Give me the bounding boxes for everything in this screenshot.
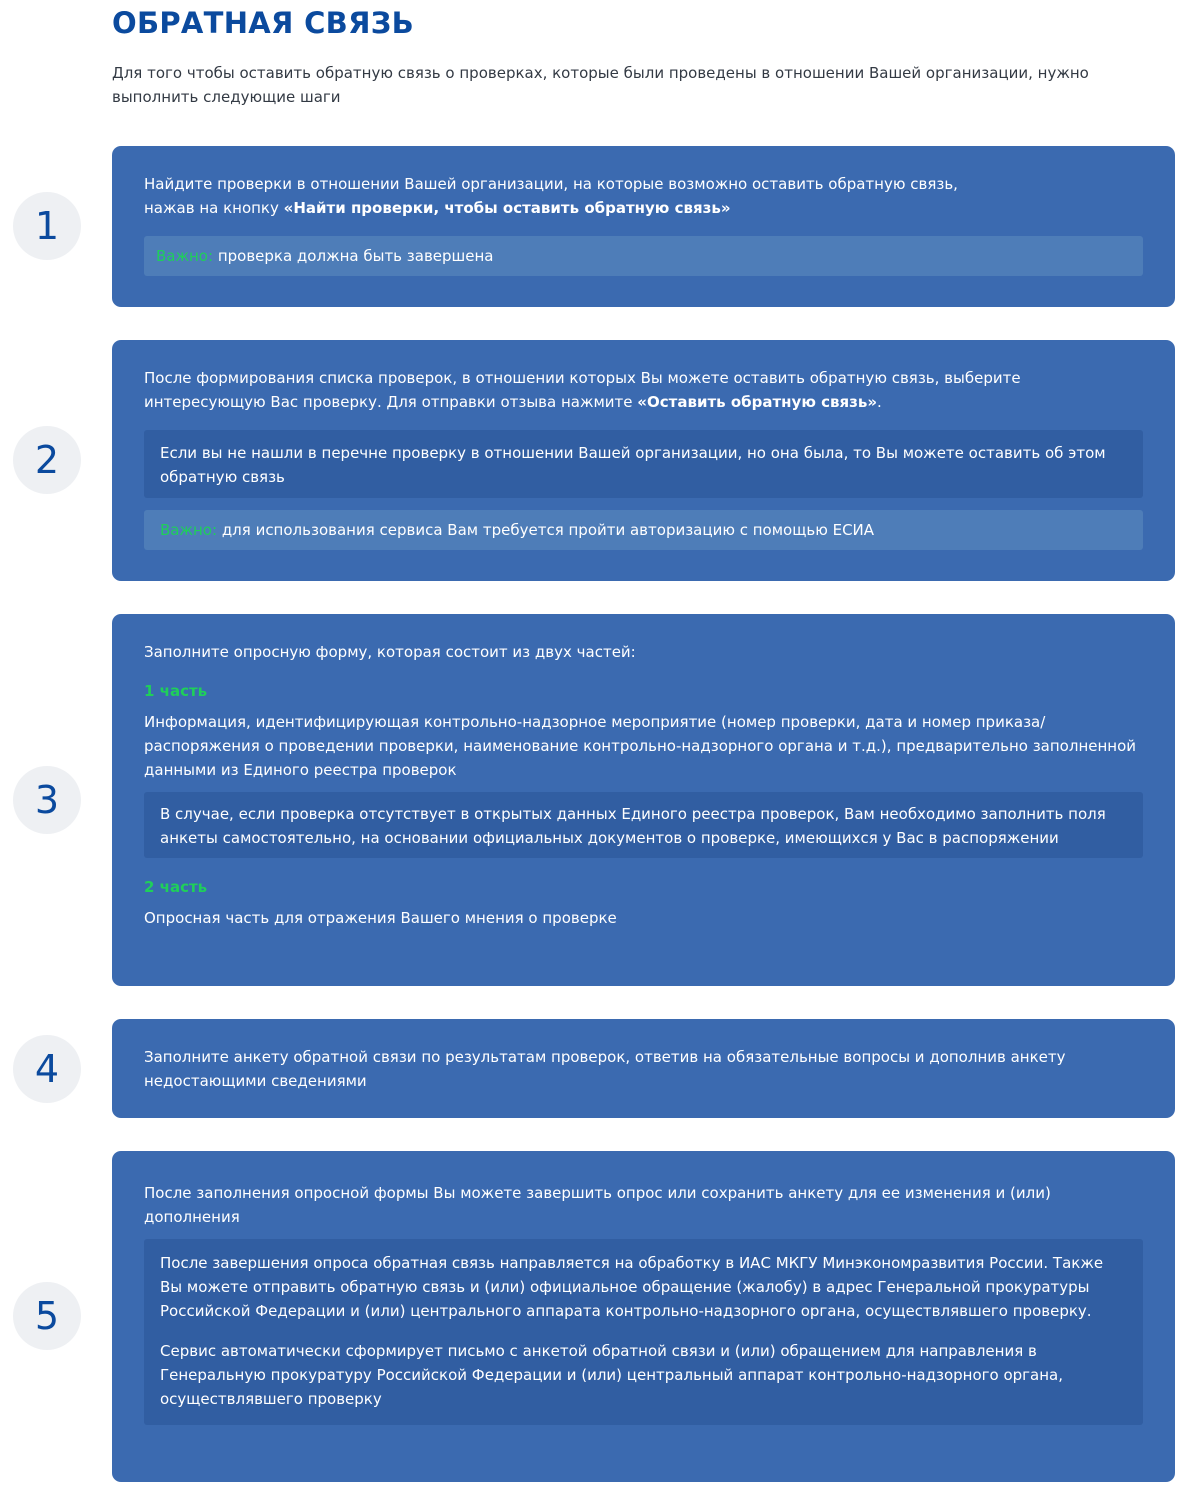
step-1-card	[112, 146, 1175, 307]
step-2-text-prefix: После формирования списка проверок, в отношении которых Вы можете оставить обратную связь, выберите интересующую Вас проверку. Для отправки отзыва нажмите	[144, 369, 1021, 411]
step-2-important-box	[144, 510, 1143, 550]
step-2-important-text: для использования сервиса Вам требуется пройти авторизацию с помощью ЕСИА	[217, 521, 875, 539]
part-1-note-box: В случае, если проверка отсутствует в открытых данных Единого реестра проверок, Вам необходимо заполнить поля анкеты самостоятельно, на основании официальных документов о проверке, имеющихся у Вас в распоряжении	[144, 792, 1143, 858]
step-1-important-text: проверка должна быть завершена	[213, 247, 494, 265]
step-2-text	[144, 366, 1143, 414]
step-1-text-prefix: нажав на кнопку	[144, 199, 284, 217]
part-1-text: Информация, идентифицирующая контрольно-надзорное мероприятие (номер проверки, дата и номер приказа/распоряжения о проведении проверки, наименование контрольно-надзорного органа и т.д.), предварительно заполненной данными из Единого реестра проверок	[144, 713, 1137, 779]
step-1-text-line1: Найдите проверки в отношении Вашей организации, на которые возможно оставить обратную связь,	[144, 175, 958, 193]
step-5-text: После заполнения опросной формы Вы можете завершить опрос или сохранить анкету для ее изменения и (или) дополнения	[144, 1184, 1051, 1226]
step-5-note-paragraph-1: После завершения опроса обратная связь направляется на обработку в ИАС МКГУ Минэкономразвития России. Также Вы можете отправить обратную связь и (или) официальное обращение (жалобу) в адрес Генеральной прокуратуры Российской Федерации и (или) центрального аппарата контрольно-надзорного органа, осуществлявшего проверку.	[160, 1254, 1104, 1320]
step-3-text: Заполните опросную форму, которая состоит из двух частей:	[144, 643, 636, 661]
step-1-important-box	[144, 236, 1143, 276]
step-2-number: 2	[13, 426, 81, 494]
step-5-card	[112, 1151, 1175, 1482]
part-2-heading: 2 часть	[144, 878, 208, 896]
step-3-card	[112, 614, 1175, 986]
part-1-heading: 1 часть	[144, 682, 208, 700]
part-2-text: Опросная часть для отражения Вашего мнения о проверке	[144, 909, 617, 927]
step-4-text: Заполните анкету обратной связи по результатам проверок, ответив на обязательные вопросы и дополнив анкету недостающими сведениями	[144, 1048, 1066, 1090]
important-label: Важно:	[156, 247, 214, 265]
step-4-card	[112, 1019, 1175, 1118]
step-5-number: 5	[13, 1282, 81, 1350]
step-1-number: 1	[13, 192, 81, 260]
page-title: ОБРАТНАЯ СВЯЗЬ	[112, 6, 415, 40]
step-2-card	[112, 340, 1175, 581]
find-inspections-button-name: «Найти проверки, чтобы оставить обратную связь»	[283, 199, 731, 217]
step-5-note-box	[144, 1239, 1143, 1425]
important-label: Важно:	[160, 521, 218, 539]
step-1-text	[144, 172, 1143, 220]
step-2-text-suffix: .	[877, 393, 882, 411]
leave-feedback-button-name: «Оставить обратную связь»	[637, 393, 878, 411]
step-3-number: 3	[13, 766, 81, 834]
step-4-number: 4	[13, 1035, 81, 1103]
step-2-note-box: Если вы не нашли в перечне проверку в отношении Вашей организации, но она была, то Вы можете оставить об этом обратную связь	[144, 430, 1143, 498]
page-intro: Для того чтобы оставить обратную связь о проверках, которые были проведены в отношении Вашей организации, нужно выполнить следующие шаги	[112, 64, 1089, 106]
step-5-note-paragraph-2: Сервис автоматически сформирует письмо с анкетой обратной связи и (или) обращением для направления в Генеральную прокуратуру Российской Федерации и (или) центральный аппарат контрольно-надзорного органа, осуществлявшего проверку	[160, 1342, 1063, 1408]
